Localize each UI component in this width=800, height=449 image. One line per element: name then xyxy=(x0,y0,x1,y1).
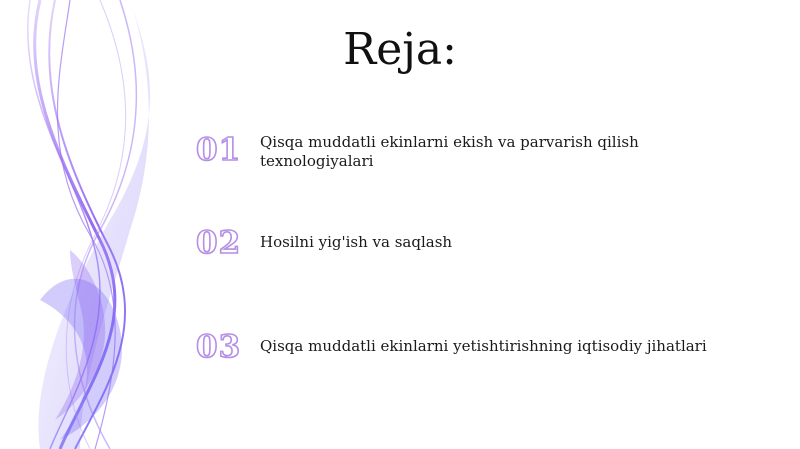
agenda-item-3 xyxy=(196,325,756,385)
decorative-ribbon xyxy=(0,0,200,449)
agenda-number: 03 xyxy=(196,329,242,365)
agenda-number: 02 xyxy=(196,225,242,261)
agenda-item-1 xyxy=(196,128,756,188)
slide-title: Reja: xyxy=(343,24,457,75)
agenda-text: Qisqa muddatli ekinlarni ekish va parvarish qilish texnologiyalari xyxy=(260,133,639,170)
agenda-text: Qisqa muddatli ekinlarni yetishtirishning iqtisodiy jihatlari xyxy=(260,337,707,355)
agenda-number: 01 xyxy=(196,132,242,168)
agenda-item-2 xyxy=(196,221,756,281)
agenda-text: Hosilni yig'ish va saqlash xyxy=(260,233,453,251)
